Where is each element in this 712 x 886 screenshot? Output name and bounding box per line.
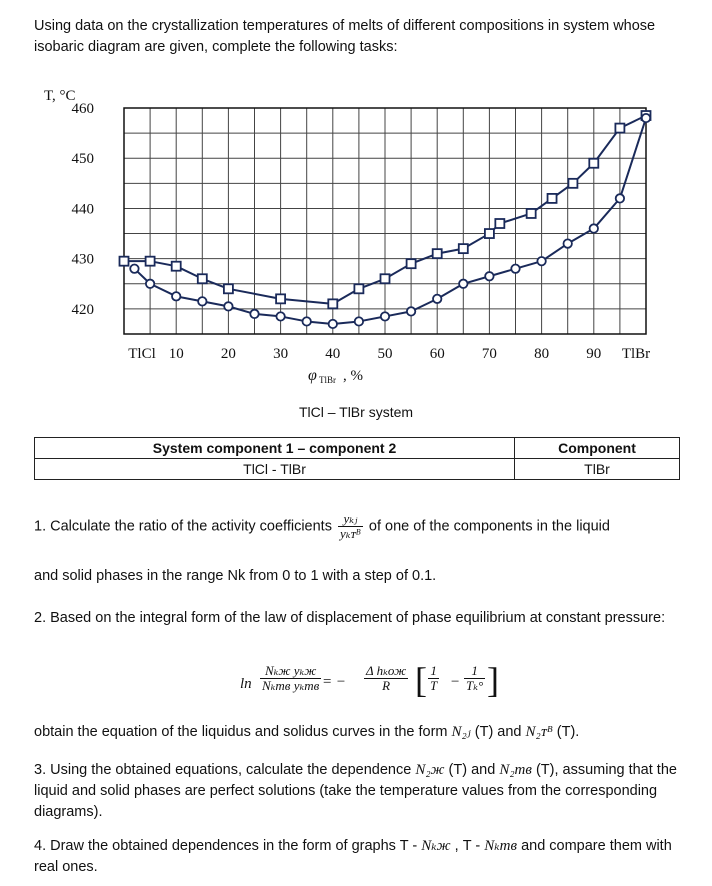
task-4-rest: and compare them with real ones.: [34, 838, 672, 875]
solidus-point: [485, 272, 493, 280]
x-tick-label: 90: [586, 346, 602, 362]
solidus-point: [130, 265, 138, 273]
solidus-point: [355, 317, 363, 325]
liquidus-point: [381, 274, 390, 283]
formula-bracket-right: ]: [487, 660, 499, 700]
solidus-point: [433, 295, 441, 303]
liquidus-point: [459, 244, 468, 253]
task-1-suffix: of one of the components in the liquid: [368, 518, 610, 535]
activity-ratio-fraction: [338, 512, 363, 541]
solidus-point: [642, 114, 650, 122]
task-1-prefix: 1. Calculate the ratio of the activity coefficients: [34, 518, 332, 535]
task-4-mid: , T -: [454, 838, 481, 854]
n-liquid-symbol: N₂ⱼ: [451, 724, 471, 740]
liquidus-point: [568, 179, 577, 188]
formula-dh: Δ hₖож: [366, 663, 407, 678]
task-3-p1: 3. Using the obtained equations, calculate the dependence: [34, 762, 412, 778]
x-tick-label: 70: [481, 346, 497, 362]
liquidus-point: [495, 219, 504, 228]
fraction-denominator: yₖᴛᴮ: [339, 526, 361, 541]
x-tick-label: 50: [377, 346, 393, 362]
formula-eq: = −: [322, 674, 346, 690]
liquidus-point: [527, 209, 536, 218]
formula-enthalpy: [364, 664, 408, 693]
x-tick-labels: [128, 346, 650, 362]
task-4-n-liquid: Nₖж: [421, 838, 451, 854]
formula-inv-t: [428, 664, 439, 693]
intro-paragraph: Using data on the crystallization temperatures of melts of different compositions in system whose isobaric diagram are given, complete the following tasks:: [34, 18, 656, 55]
x-axis-label: φ: [308, 367, 317, 384]
n-solid-symbol: N₂ᴛᴮ: [525, 724, 553, 740]
liquidus-point: [198, 274, 207, 283]
formula-inv-t0: [464, 664, 485, 693]
liquidus-point: [328, 299, 337, 308]
solidus-point: [146, 280, 154, 288]
liquidus-point: [548, 194, 557, 203]
x-tick-label: 60: [429, 346, 445, 362]
task-1-line2: and solid phases in the range Nk from 0 to 1 with a step of 0.1.: [34, 568, 437, 584]
solidus-curve: [134, 118, 646, 324]
liquidus-point: [146, 257, 155, 266]
solidus-point: [616, 194, 624, 202]
solidus-point: [537, 257, 545, 265]
formula-t0: Tₖ°: [466, 678, 484, 693]
phase-diagram-chart: [36, 82, 656, 392]
task-2-after: obtain the equation of the liquidus and solidus curves in the form: [34, 724, 448, 740]
liquidus-point: [276, 294, 285, 303]
fraction-numerator: yₖⱼ: [338, 512, 363, 527]
solidus-point: [198, 297, 206, 305]
y-tick-label: 460: [71, 101, 94, 117]
task-2-t1: (T) and: [474, 724, 522, 740]
formula-r: R: [382, 678, 391, 693]
task-3: [34, 760, 684, 823]
y-axis-label: T, °C: [44, 88, 76, 104]
formula-minus: −: [450, 674, 461, 690]
liquidus-point: [172, 262, 181, 271]
x-axis-label-subscript: TlBr: [319, 375, 336, 385]
x-tick-label: TlCl: [128, 346, 156, 362]
displacement-law-formula: [240, 658, 500, 708]
y-tick-label: 420: [71, 301, 94, 318]
liquidus-point: [354, 284, 363, 293]
solidus-point: [381, 312, 389, 320]
x-tick-label: TlBr: [621, 346, 651, 362]
y-tick-label: 450: [71, 151, 94, 168]
table-header-component: Component: [515, 438, 680, 459]
task-4-p1: 4. Draw the obtained dependences in the form of graphs T -: [34, 838, 418, 854]
liquidus-point: [615, 124, 624, 133]
solidus-point: [407, 307, 415, 315]
liquidus-point: [407, 259, 416, 268]
formula-num: Nₖж yₖж: [260, 664, 321, 679]
formula-bracket-left: [: [415, 660, 427, 700]
liquidus-point: [120, 257, 129, 266]
task-3-mid: (T) and: [448, 762, 496, 778]
formula-ln: ln: [240, 676, 252, 692]
formula-den: Nₖтв yₖтв: [262, 678, 320, 693]
solidus-point: [303, 317, 311, 325]
solidus-point: [276, 312, 284, 320]
task-3-n-solid: N₂тв: [499, 762, 532, 778]
x-tick-label: 20: [220, 346, 236, 362]
x-axis-label-suffix: , %: [343, 368, 363, 384]
chart-caption: TlCl – TlBr system: [298, 404, 414, 420]
solidus-point: [329, 320, 337, 328]
y-tick-labels: [72, 101, 95, 318]
task-4: [34, 836, 684, 878]
x-tick-label: 80: [534, 346, 550, 362]
formula-one: 1: [428, 664, 439, 679]
liquidus-point: [433, 249, 442, 258]
table-cell-system: TlCl - TlBr: [35, 459, 515, 480]
x-tick-label: 40: [325, 346, 341, 362]
solidus-point: [590, 224, 598, 232]
solidus-point: [250, 310, 258, 318]
table-header-system: System component 1 – component 2: [35, 438, 515, 459]
solidus-point: [511, 265, 519, 273]
formula-t: T: [430, 678, 438, 693]
x-tick-label: 10: [168, 346, 184, 362]
y-tick-label: 430: [71, 251, 94, 268]
system-table: [34, 437, 680, 480]
task-2-t2: (T).: [556, 724, 580, 740]
liquidus-point: [485, 229, 494, 238]
liquidus-point: [224, 284, 233, 293]
solidus-point: [564, 239, 572, 247]
y-tick-label: 440: [71, 201, 94, 218]
task-1: [34, 512, 684, 541]
task-2-result: [34, 722, 684, 743]
formula-one-2: 1: [464, 664, 485, 679]
task-4-n-solid: Nₖтв: [484, 838, 518, 854]
task-3-rest: (T), assuming that the liquid and solid phases are perfect solutions (take the temperature values from the corresponding diagrams).: [34, 762, 677, 820]
liquidus-point: [589, 159, 598, 168]
x-tick-label: 30: [273, 346, 289, 362]
task-2: 2. Based on the integral form of the law of displacement of phase equilibrium at constant pressure:: [34, 610, 666, 626]
solidus-point: [172, 292, 180, 300]
table-cell-component: TlBr: [515, 459, 680, 480]
task-3-n-liquid: N₂ж: [415, 762, 445, 778]
formula-ratio: [260, 664, 321, 693]
solidus-point: [459, 280, 467, 288]
solidus-point: [224, 302, 232, 310]
